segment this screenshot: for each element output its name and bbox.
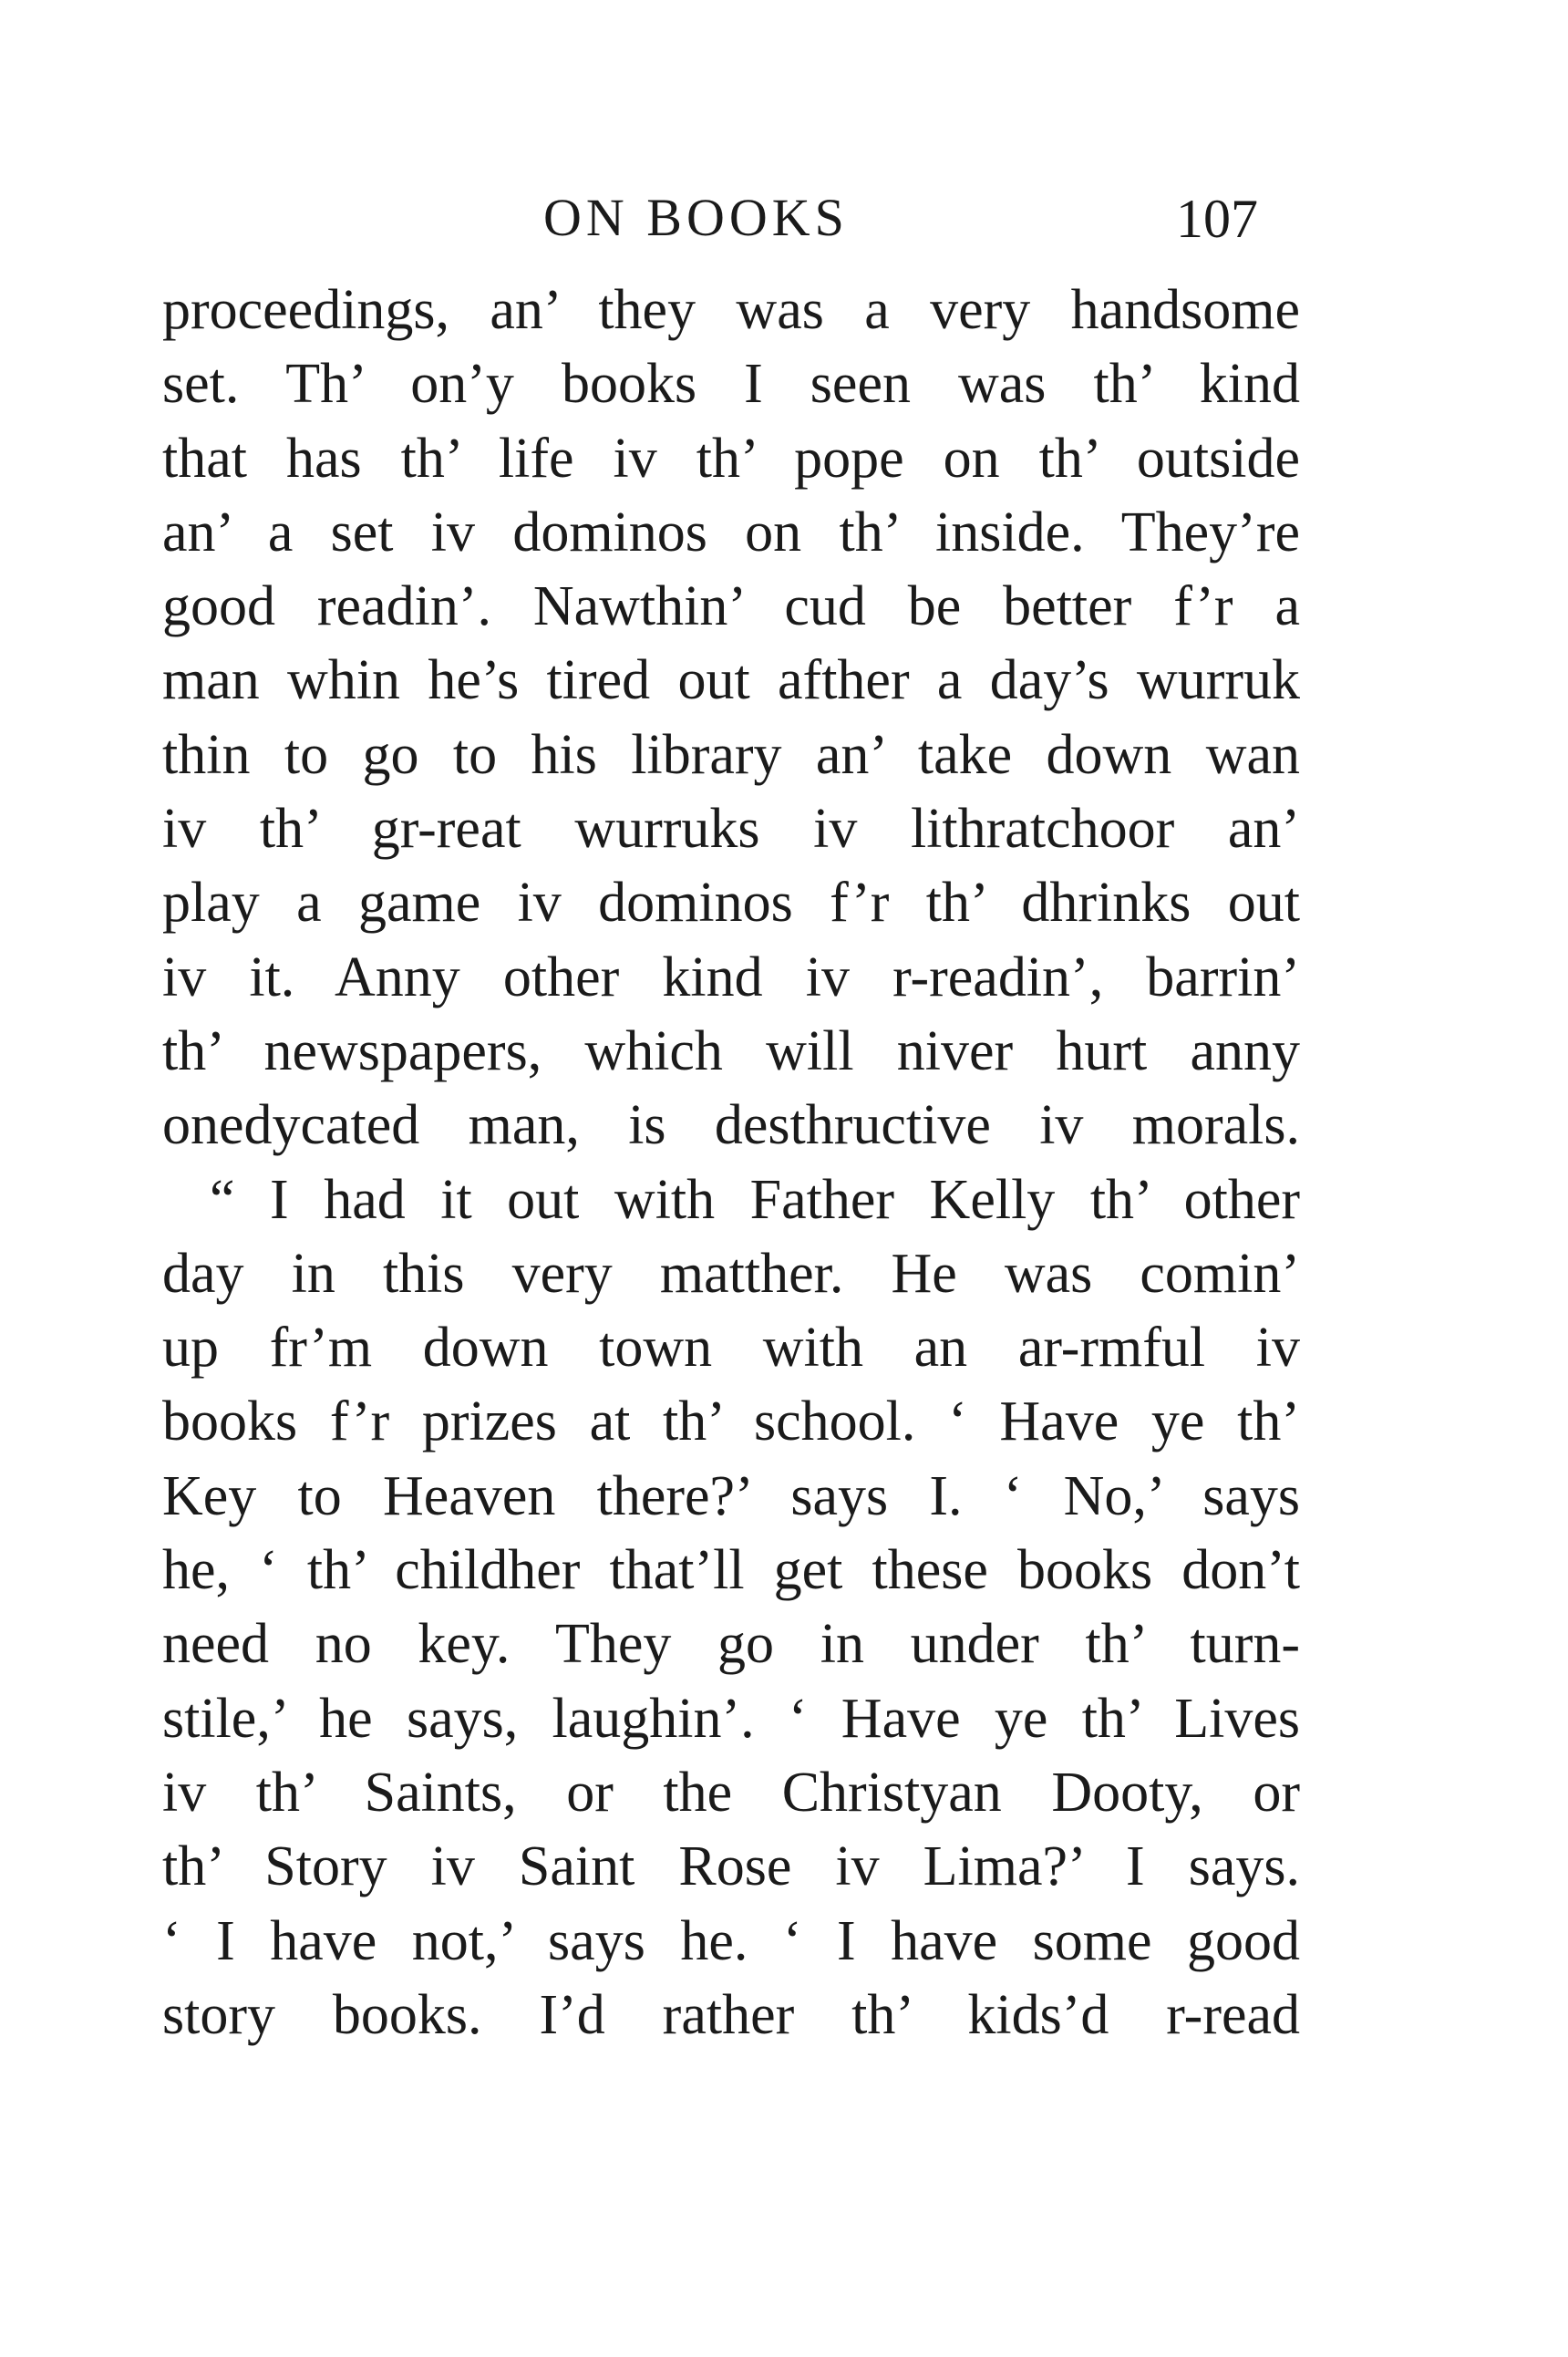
text-line: proceedings, an’ they was a very handsome <box>162 279 1300 341</box>
text-line: an’ a set iv dominos on th’ inside. They’re <box>162 501 1300 563</box>
text-line: play a game iv dominos f’r th’ dhrinks out <box>162 872 1300 935</box>
text-line: ‘ I have not,’ says he. ‘ I have some good <box>162 1909 1300 1972</box>
text-line: that has th’ life iv th’ pope on th’ outside <box>162 427 1300 490</box>
text-line: man whin he’s tired out afther a day’s wurruk <box>162 649 1300 712</box>
text-line: good readin’. Nawthin’ cud be better f’r a <box>162 575 1300 638</box>
text-line: iv th’ gr-reat wurruks iv lithratchoor an’ <box>162 798 1300 861</box>
running-head: ON BOOKS <box>543 188 849 247</box>
text-line: iv th’ Saints, or the Christyan Dooty, or <box>162 1761 1300 1824</box>
text-line: iv it. Anny other kind iv r-readin’, barrin’ <box>162 946 1300 1008</box>
text-line: Key to Heaven there?’ says I. ‘ No,’ says <box>162 1464 1300 1527</box>
body-text <box>162 274 1300 2052</box>
text-line: story books. I’d rather th’ kids’d r-read <box>162 1983 1300 2046</box>
text-line: books f’r prizes at th’ school. ‘ Have ye th’ <box>162 1390 1300 1453</box>
text-line: set. Th’ on’y books I seen was th’ kind <box>162 353 1300 416</box>
text-line: th’ newspapers, which will niver hurt anny <box>162 1019 1300 1082</box>
text-line: th’ Story iv Saint Rose iv Lima?’ I says. <box>162 1835 1300 1898</box>
paragraph-start-line: “ I had it out with Father Kelly th’ other <box>210 1168 1300 1231</box>
page-number: 107 <box>1176 189 1258 249</box>
page-header <box>0 182 1568 255</box>
text-line: stile,’ he says, laughin’. ‘ Have ye th’ Lives <box>162 1687 1300 1750</box>
text-line: need no key. They go in under th’ turn- <box>162 1613 1300 1676</box>
text-line: up fr’m down town with an ar-rmful iv <box>162 1317 1300 1380</box>
text-line: onedycated man, is desthructive iv morals. <box>162 1094 1300 1157</box>
text-line: thin to go to his library an’ take down wan <box>162 723 1300 786</box>
text-line: he, ‘ th’ childher that’ll get these books don’t <box>162 1539 1300 1602</box>
text-line: day in this very matther. He was comin’ <box>162 1242 1300 1305</box>
